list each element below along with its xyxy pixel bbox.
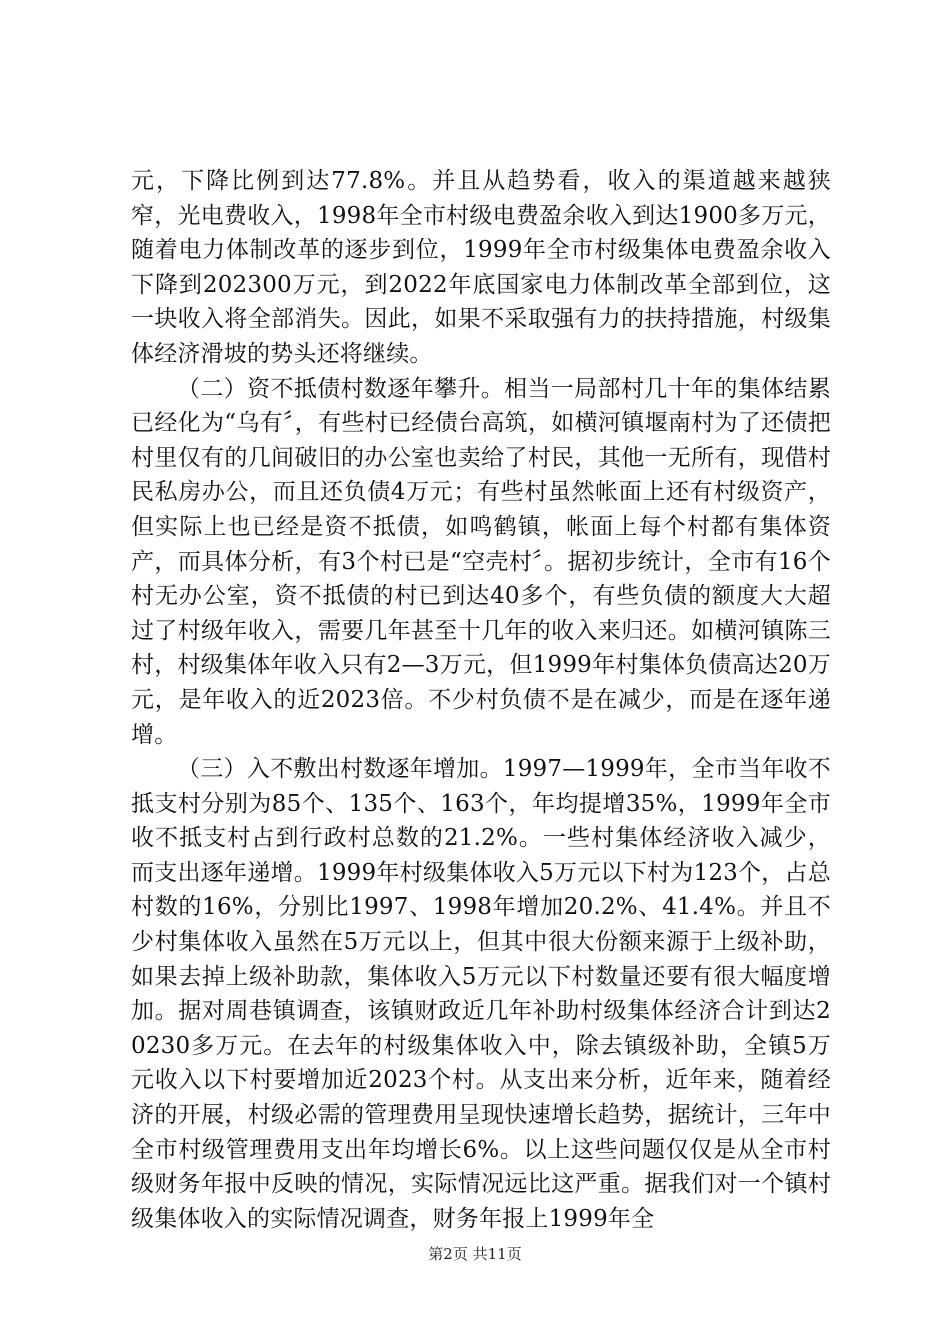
paragraph-continuation: 元，下降比例到达77.8%。并且从趋势看，收入的渠道越来越狭窄，光电费收入，1998年全市村级电费盈余收入到达1900多万元，随着电力体制改革的逐步到位，1999年全市村级集体电费盈余收入下降到202300万元，到2022年底国家电力体制改革全部到位，这一块收入将全部消失。因此，如果不采取强有力的扶持措施，村级集体经济滑坡的势头还将继续。 [131,168,831,367]
paragraph-section-three: （三）入不敷出村数逐年增加。1997—1999年，全市当年收不抵支村分别为85个、135个、163个，年均提增35%，1999年全市收不抵支村占到行政村总数的21.2%。一些村集体经济收入减少，而支出逐年递增。1999年村级集体收入5万元以下村为123个，占总村数的16%，分别比1997、1998年增加20.2%、41.4%。并且不少村集体收入虽然在5万元以上，但其中很大份额来源于上级补助，如果去掉上级补助款，集体收入5万元以下村数量还要有很大幅度增加。据对周巷镇调查，该镇财政近几年补助村级集体经济合计到达20230多万元。在去年的村级集体收入中，除去镇级补助，全镇5万元收入以下村要增加近2023个村。从支出来分析，近年来，随着经济的开展，村级必需的管理费用呈现快速增长趋势，据统计，三年中全市村级管理费用支出年均增长6%。以上这些问题仅仅是从全市村级财务年报中反映的情况，实际情况远比这严重。据我们对一个镇村级集体收入的实际情况调查，财务年报上1999年全 [131,756,831,1232]
paragraph-section-two: （二）资不抵债村数逐年攀升。相当一局部村几十年的集体结累已经化为“乌有〞，有些村已经债台高筑，如横河镇堰南村为了还债把村里仅有的几间破旧的办公室也卖给了村民，其他一无所有，现借村民私房办公，而且还负债4万元；有些村虽然帐面上还有村级资产，但实际上也已经是资不抵债，如鸣鹤镇，帐面上每个村都有集体资产，而具体分析，有3个村已是“空壳村〞。据初步统计，全市有16个村无办公室，资不抵债的村已到达40多个，有些负债的额度大大超过了村级年收入，需要几年甚至十几年的收入来归还。如横河镇陈三村，村级集体年收入只有2—3万元，但1999年村集体负债高达20万元，是年收入的近2023倍。不少村负债不是在减少，而是在逐年递增。 [131,375,831,748]
page-footer: 第2页 共11页 [428,1245,522,1263]
document-body [131,164,831,1236]
